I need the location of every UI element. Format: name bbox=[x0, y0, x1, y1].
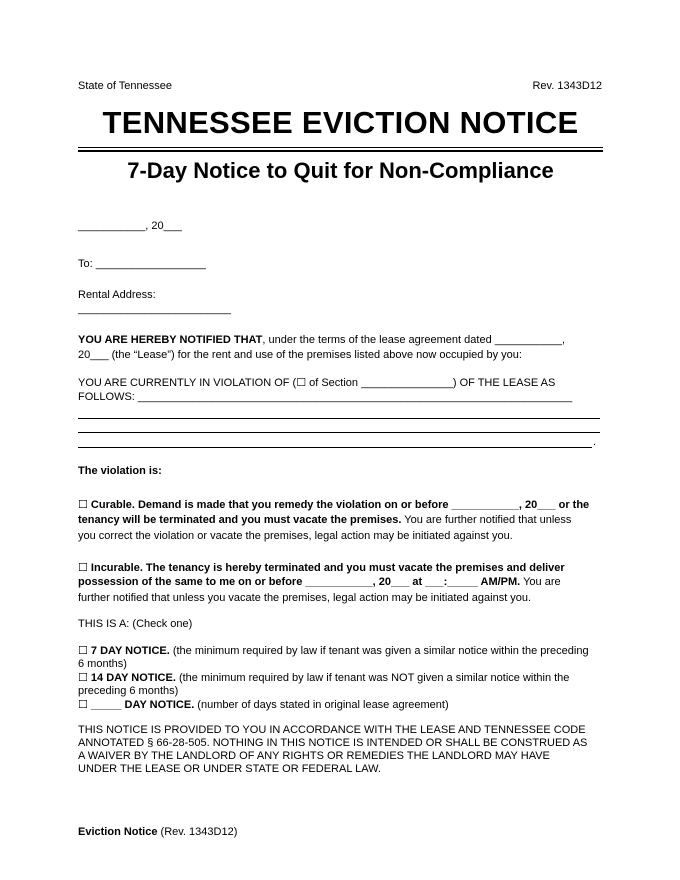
recipient-field[interactable]: To: __________________ bbox=[78, 258, 206, 270]
curable-line-2 bbox=[78, 514, 571, 526]
legal-line-2: ANNOTATED § 66-28-505. NOTHING IN THIS NOTICE IS INTENDED OR SHALL BE CONSTRUED AS bbox=[78, 737, 588, 749]
legal-line-3: A WAIVER BY THE LANDLORD OF ANY RIGHTS OR REMEDIES THE LANDLORD MAY HAVE bbox=[78, 750, 550, 762]
footer-title: Eviction Notice bbox=[78, 826, 158, 838]
state-label: State of Tennessee bbox=[78, 80, 172, 92]
title-divider-thin bbox=[78, 147, 603, 148]
violation-is-heading: The violation is: bbox=[78, 465, 162, 477]
revision-label: Rev. 1343D12 bbox=[532, 80, 602, 92]
fourteen-day-desc-2: preceding 6 months) bbox=[78, 685, 179, 697]
custom-day-label: ☐ _____ DAY NOTICE. bbox=[78, 699, 195, 711]
notified-text-1: , under the terms of the lease agreement dated ___________, bbox=[262, 334, 566, 346]
rental-address-label: Rental Address: bbox=[78, 289, 156, 301]
incurable-option[interactable]: ☐ Incurable. The tenancy is hereby terminated and you must vacate the premises and deliver bbox=[78, 562, 565, 574]
violation-blank-period: . bbox=[593, 436, 597, 448]
page-title: TENNESSEE EVICTION NOTICE bbox=[102, 105, 579, 140]
rental-address-field[interactable]: _________________________ bbox=[78, 303, 231, 315]
notified-heading: YOU ARE HEREBY NOTIFIED THAT bbox=[78, 334, 263, 346]
fourteen-day-label: ☐ 14 DAY NOTICE. bbox=[78, 672, 176, 684]
legal-line-4: UNDER THE LEASE OR UNDER STATE OR FEDERAL LAW. bbox=[78, 763, 381, 775]
violation-blank-line-1[interactable] bbox=[78, 418, 600, 419]
seven-day-label: ☐ 7 DAY NOTICE. bbox=[78, 645, 170, 657]
curable-line-3: you correct the violation or vacate the premises, legal action may be initiated against you. bbox=[78, 530, 513, 542]
curable-notice-text: You are further notified that unless bbox=[401, 514, 572, 526]
curable-option[interactable]: ☐ Curable. Demand is made that you remedy the violation on or before ___________, 20___ or the bbox=[78, 499, 590, 511]
curable-terminated-text: tenancy will be terminated and you must vacate the premises. bbox=[78, 514, 402, 526]
seven-day-desc: (the minimum required by law if tenant was given a similar notice within the preceding bbox=[169, 645, 589, 657]
incurable-possession-text: possession of the same to me on or before ___________, 20___ at ___:_____ AM/PM. bbox=[78, 576, 521, 588]
footer-revision: (Rev. 1343D12) bbox=[157, 826, 238, 838]
seven-day-option[interactable] bbox=[78, 644, 589, 657]
footer bbox=[78, 826, 237, 838]
date-field[interactable]: ___________, 20___ bbox=[78, 220, 182, 232]
violation-blank-line-3[interactable] bbox=[78, 447, 592, 448]
notified-line-1 bbox=[78, 334, 565, 346]
violation-follows-line[interactable]: FOLLOWS: _______________________________________________________________________ bbox=[78, 391, 573, 403]
incurable-line-2 bbox=[78, 576, 561, 588]
notified-line-2: 20___ (the “Lease”) for the rent and use of the premises listed above now occupied by you: bbox=[78, 349, 522, 361]
check-one-label: THIS IS A: (Check one) bbox=[78, 618, 193, 630]
custom-day-option[interactable] bbox=[78, 698, 449, 711]
incurable-line-3: further notified that unless you vacate the premises, legal action may be initiated against you. bbox=[78, 592, 532, 604]
page-subtitle: 7-Day Notice to Quit for Non-Compliance bbox=[127, 158, 554, 183]
legal-line-1: THIS NOTICE IS PROVIDED TO YOU IN ACCORDANCE WITH THE LEASE AND TENNESSEE CODE bbox=[78, 724, 586, 736]
seven-day-desc-2: 6 months) bbox=[78, 658, 127, 670]
fourteen-day-desc: (the minimum required by law if tenant was NOT given a similar notice within the bbox=[175, 672, 570, 684]
violation-blank-line-2[interactable] bbox=[78, 432, 600, 433]
incurable-notice-text: You are bbox=[520, 576, 561, 588]
custom-day-desc: (number of days stated in original lease agreement) bbox=[194, 699, 449, 711]
violation-section-line: YOU ARE CURRENTLY IN VIOLATION OF (☐ of Section _______________) OF THE LEASE AS bbox=[78, 377, 556, 389]
fourteen-day-option[interactable] bbox=[78, 671, 569, 684]
title-divider-thick bbox=[78, 150, 603, 152]
